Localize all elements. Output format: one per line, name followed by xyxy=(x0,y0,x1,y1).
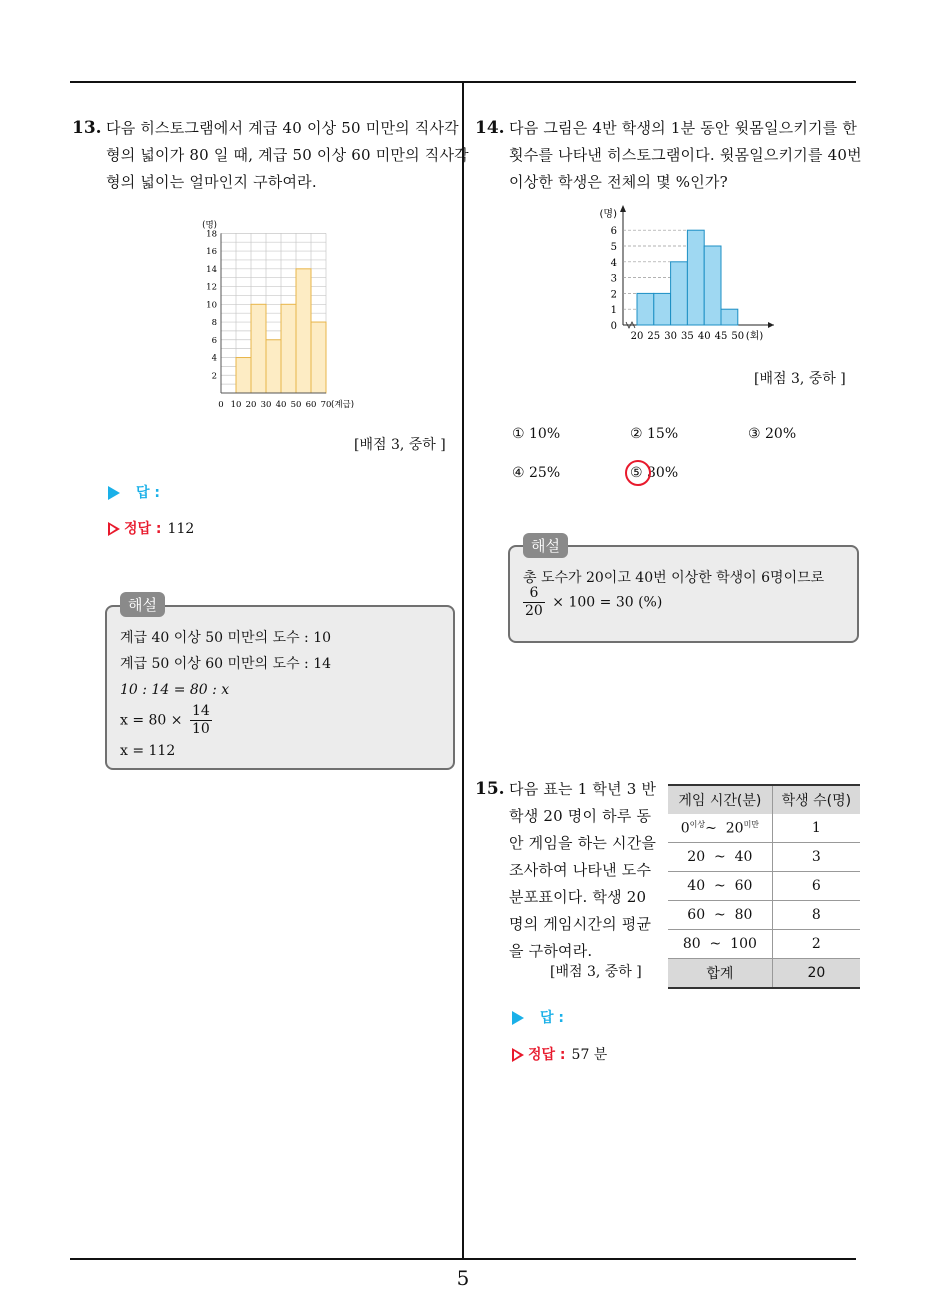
y-tick-label: 0 xyxy=(610,321,617,332)
table-header: 게임 시간(분) xyxy=(668,785,772,814)
table-cell-count: 1 xyxy=(772,814,860,843)
q13-correct-value: 112 xyxy=(167,521,195,537)
q14-fraction-numerator: 6 xyxy=(523,585,545,603)
table-row xyxy=(668,872,860,901)
q13-line: 형의 넓이는 얼마인지 구하여라. xyxy=(106,173,317,191)
q13-correct xyxy=(108,518,194,538)
table-cell-class: 60 ~ 80 xyxy=(668,901,772,930)
q14-number: 14. xyxy=(475,118,505,138)
q14-choice-1[interactable]: ① 10% xyxy=(512,426,561,442)
q13-fraction-numerator: 14 xyxy=(191,703,210,719)
q15-number: 15. xyxy=(475,779,505,799)
y-tick-label: 8 xyxy=(211,318,217,329)
table-cell-class: 40 ~ 60 xyxy=(668,872,772,901)
x-tick-label: 45 xyxy=(714,331,728,342)
q14-choice-4[interactable]: ④ 25% xyxy=(512,465,561,481)
histogram-bar xyxy=(311,322,326,393)
table-cell-class: $0^{이상}\sim$ $20^{미만}$ xyxy=(668,814,772,843)
histogram-bar xyxy=(281,304,296,393)
q15-line: 명의 게임시간의 평균 xyxy=(509,915,652,933)
q13-expl-line: 계급 40 이상 50 미만의 도수 : 10 xyxy=(120,630,332,646)
q14-choice-5[interactable]: ⑤ 30% xyxy=(630,465,679,481)
y-tick-label: 4 xyxy=(610,257,617,269)
histogram-bar xyxy=(687,230,704,325)
column-divider xyxy=(462,83,464,1258)
y-tick-label: 5 xyxy=(610,242,617,253)
y-tick-label: 4 xyxy=(211,353,217,364)
y-tick-label: 1 xyxy=(610,305,617,317)
q15-correct xyxy=(512,1044,607,1064)
class-end: 20 xyxy=(725,820,744,837)
q15-line: 분포표이다. 학생 20 xyxy=(509,888,647,906)
q14-text xyxy=(509,115,862,196)
table-header-row xyxy=(668,785,860,814)
table-total-label: 합계 xyxy=(668,959,772,989)
q14-explanation-tag: 해설 xyxy=(523,533,568,558)
q15-line: 학생 20 명이 하루 동 xyxy=(509,807,652,825)
q13-expl-line: 계급 50 이상 60 미만의 도수 : 14 xyxy=(120,656,332,672)
q14-line: 횟수를 나타낸 히스토그램이다. 윗몸일으키기를 40번 xyxy=(509,146,862,164)
table-cell-class: 20 ~ 40 xyxy=(668,843,772,872)
x-tick-label: 25 xyxy=(647,331,661,342)
x-tick-label: 50 xyxy=(731,331,745,342)
x-tick-label: 50 xyxy=(290,400,302,410)
q15-frequency-table xyxy=(668,784,860,989)
q14-line: 이상한 학생은 전체의 몇 %인가? xyxy=(509,173,728,191)
q15-line: 조사하여 나타낸 도수 xyxy=(509,861,652,879)
x-tick-label: 20 xyxy=(245,400,257,410)
q15-correct-value: 57 분 xyxy=(571,1047,608,1063)
q15-line: 다음 표는 1 학년 3 반 xyxy=(509,780,657,798)
histogram-bar xyxy=(637,293,654,325)
x-tick-label: 30 xyxy=(260,400,272,410)
q13-histogram xyxy=(190,205,370,410)
q13-answer-label: 답 : xyxy=(136,485,160,501)
y-tick-label: 2 xyxy=(211,371,217,382)
q13-fraction xyxy=(190,703,212,738)
q15-answer-label: 답 : xyxy=(540,1010,564,1026)
q13-explanation-body xyxy=(120,625,331,764)
q13-fraction-denominator: 10 xyxy=(191,721,210,737)
q13-expl-line: x = 112 xyxy=(120,743,176,759)
bottom-rule xyxy=(70,1258,856,1260)
x-tick-label: 70 xyxy=(320,400,332,410)
answer-arrow-icon xyxy=(512,1011,524,1025)
q13-correct-label: 정답 : xyxy=(124,521,162,537)
q14-explanation-body xyxy=(523,565,824,620)
y-tick-label: 16 xyxy=(206,247,217,258)
q13-line: 다음 히스토그램에서 계급 40 이상 50 미만의 직사각 xyxy=(106,119,459,137)
x-axis-arrow-icon xyxy=(768,322,774,328)
q13-number: 13. xyxy=(72,118,102,138)
table-row xyxy=(668,814,860,843)
histogram-bar xyxy=(704,246,721,325)
x-tick-label: 30 xyxy=(664,331,677,342)
q14-explanation-box xyxy=(508,545,859,643)
y-tick-label: 12 xyxy=(206,282,217,293)
class-end-suffix: 미만 xyxy=(743,820,760,830)
class-start-suffix: 이상 xyxy=(689,820,706,830)
y-tick-label: 10 xyxy=(206,300,217,311)
q15-line: 안 게임을 하는 시간을 xyxy=(509,834,657,852)
q14-histogram xyxy=(596,203,786,348)
histogram-bar xyxy=(654,293,671,325)
q14-fraction-denominator: 20 xyxy=(525,603,543,619)
selected-answer-circle-icon xyxy=(625,460,651,486)
q13-line: 형의 넓이가 80 일 때, 계급 50 이상 60 미만의 직사각 xyxy=(106,146,469,164)
x-tick-label: 20 xyxy=(630,331,644,342)
q14-expl-line: 총 도수가 20이고 40번 이상한 학생이 6명이므로 xyxy=(523,570,825,586)
q13-answer xyxy=(108,482,160,502)
page-number: 5 xyxy=(456,1266,470,1290)
q14-choice-3[interactable]: ③ 20% xyxy=(748,426,797,442)
y-tick-label: 6 xyxy=(610,226,617,238)
q13-text xyxy=(106,115,469,196)
y-axis-arrow-icon xyxy=(620,205,626,212)
x-tick-label: 40 xyxy=(697,331,711,342)
y-tick-label: 14 xyxy=(206,264,217,275)
table-cell-count: 8 xyxy=(772,901,860,930)
q14-line: 다음 그림은 4반 학생의 1분 동안 윗몸일으키기를 한 xyxy=(509,119,858,137)
q14-score: [배점 3, 중하 ] xyxy=(754,371,846,387)
q13-explanation-box xyxy=(105,605,455,770)
histogram-bar xyxy=(266,340,281,393)
table-total-row xyxy=(668,959,860,989)
table-total-value: 20 xyxy=(772,959,860,989)
x-axis-label: (회) xyxy=(745,331,764,342)
y-tick-label: 18 xyxy=(206,229,217,240)
histogram-bar xyxy=(251,304,266,393)
correct-arrow-icon xyxy=(108,522,120,536)
y-tick-label: 6 xyxy=(211,335,217,346)
x-axis-label: (계급) xyxy=(331,400,355,410)
q13-expl-fraction-line xyxy=(120,703,331,738)
answer-arrow-icon xyxy=(108,486,120,500)
table-cell-count: 2 xyxy=(772,930,860,959)
q14-choice-2[interactable]: ② 15% xyxy=(630,426,679,442)
table-row xyxy=(668,843,860,872)
x-tick-label: 0 xyxy=(218,400,224,410)
q15-line: 을 구하여라. xyxy=(509,942,593,960)
x-tick-label: 60 xyxy=(305,400,317,410)
q15-answer xyxy=(512,1007,564,1027)
y-axis-label: (명) xyxy=(599,209,617,220)
table-cell-class: 80 ~ 100 xyxy=(668,930,772,959)
histogram-bar xyxy=(671,262,688,325)
y-tick-label: 2 xyxy=(610,289,617,301)
x-tick-label: 40 xyxy=(275,400,287,410)
class-start: 0 xyxy=(680,820,690,837)
table-cell-count: 6 xyxy=(772,872,860,901)
correct-arrow-icon xyxy=(512,1048,524,1062)
q14-expl-expr: × 100 = 30 (%) xyxy=(552,594,663,611)
histogram-bar xyxy=(296,269,311,393)
x-tick-label: 10 xyxy=(230,400,242,410)
y-tick-label: 3 xyxy=(610,273,617,285)
table-header: 학생 수(명) xyxy=(772,785,860,814)
q15-correct-label: 정답 : xyxy=(528,1047,566,1063)
q15-text xyxy=(509,776,656,965)
table-row xyxy=(668,901,860,930)
q13-expl-line: 10 : 14 = 80 : x xyxy=(120,682,230,698)
q15-score: [배점 3, 중하 ] xyxy=(550,964,642,980)
table-row xyxy=(668,930,860,959)
histogram-bar xyxy=(236,358,251,393)
axis-break-icon xyxy=(626,322,635,328)
q13-explanation-tag: 해설 xyxy=(120,592,165,617)
x-tick-label: 35 xyxy=(681,331,694,342)
histogram-bar xyxy=(721,309,738,325)
q13-expl-expr: x = 80 × xyxy=(120,712,183,729)
q14-fraction xyxy=(523,585,545,620)
y-axis-label: (명) xyxy=(202,220,217,231)
q13-score: [배점 3, 중하 ] xyxy=(354,437,446,453)
table-cell-count: 3 xyxy=(772,843,860,872)
